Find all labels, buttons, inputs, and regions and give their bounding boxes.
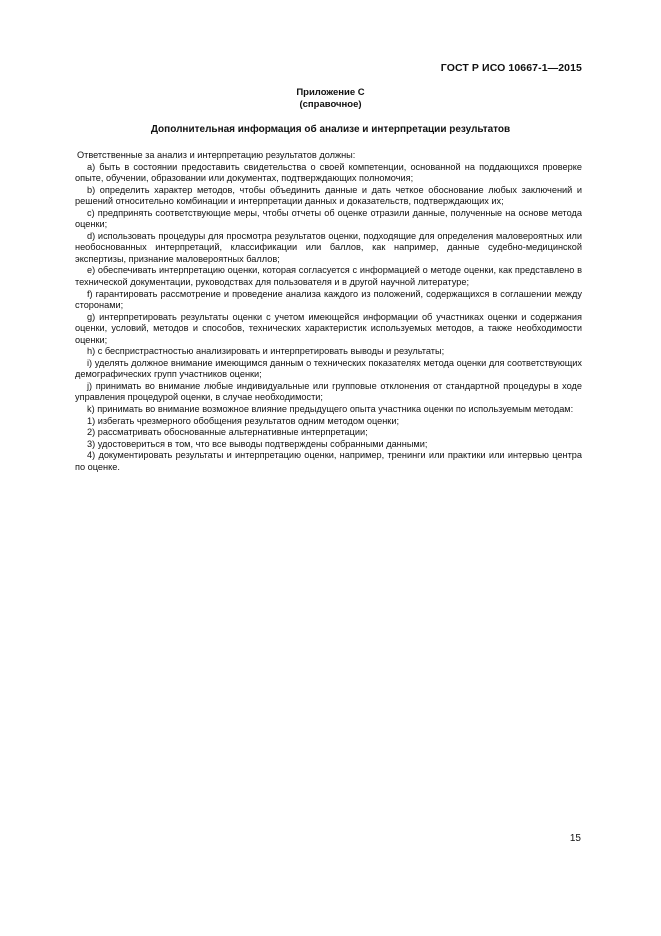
paragraph-intro: Ответственные за анализ и интерпретацию результатов должны: [77,150,356,160]
paragraph-b: b) определить характер методов, чтобы объединить данные и дать четкое обоснование любых заключений и решений относительно комбинации и интерпретации данных и доказательств, подтверждающих их; [75,184,582,207]
paragraph-g: g) интерпретировать результаты оценки с учетом имеющейся информации об участниках оценки и содержания оценки, условий, методов и способов, технических характеристик используемых методов, а также необходимости оценки; [75,311,582,345]
page-number: 15 [569,833,581,844]
paragraph-e: e) обеспечивать интерпретацию оценки, которая согласуется с информацией о методе оценки, как представлено в технической документации, руководствах для пользователя и в другой научной литературе; [75,265,582,288]
paragraph-k2: 2) рассматривать обоснованные альтернативные интерпретации; [87,427,368,438]
appendix-type: (справочное) [299,99,362,110]
body-text [75,150,582,473]
paragraph-k4: 4) документировать результаты и интерпретацию оценки, например, тренинги или практики или интервью центра по оценке. [75,450,582,472]
paragraph-k: k) принимать во внимание возможное влияние предыдущего опыта участника оценки по используемым методам: [87,404,574,415]
appendix-heading [0,87,661,111]
paragraph-a: a) быть в состоянии предоставить свидетельства о своей компетенции, основанной на поддающихся проверке опыте, обучении, образовании или документах, подтверждающих полномочия; [75,161,582,184]
section-title: Дополнительная информация об анализе и интерпретации результатов [150,124,511,135]
paragraph-c: c) предпринять соответствующие меры, чтобы отчеты об оценке отразили данные, полученные на основе метода оценки; [75,207,582,230]
paragraph-k3: 3) удостовериться в том, что все выводы подтверждены собранными данными; [87,438,428,449]
paragraph-f: f) гарантировать рассмотрение и проведение анализа каждого из положений, содержащихся в соглашении между сторонами; [75,288,582,311]
appendix-label: Приложение С [296,87,365,98]
paragraph-k1: 1) избегать чрезмерного обобщения результатов одним методом оценки; [87,415,400,426]
paragraph-j: j) принимать во внимание любые индивидуальные или групповые отклонения от стандартной процедуры в ходе управления процедурой оценки, в случае необходимости; [75,380,582,403]
document-standard-code: ГОСТ Р ИСО 10667-1—2015 [440,62,582,74]
paragraph-i: i) уделять должное внимание имеющимся данным о технических показателях метода оценки для соответствующих демографических групп участников оценки; [75,357,582,380]
paragraph-h: h) с беспристрастностью анализировать и интерпретировать выводы и результаты; [87,346,445,357]
paragraph-d: d) использовать процедуры для просмотра результатов оценки, подходящие для определения маловероятных или необоснованных интерпретаций, классификации или баллов, как например, данные судебно-медицинской экспертизы, признание маловероятных баллов; [75,230,582,264]
